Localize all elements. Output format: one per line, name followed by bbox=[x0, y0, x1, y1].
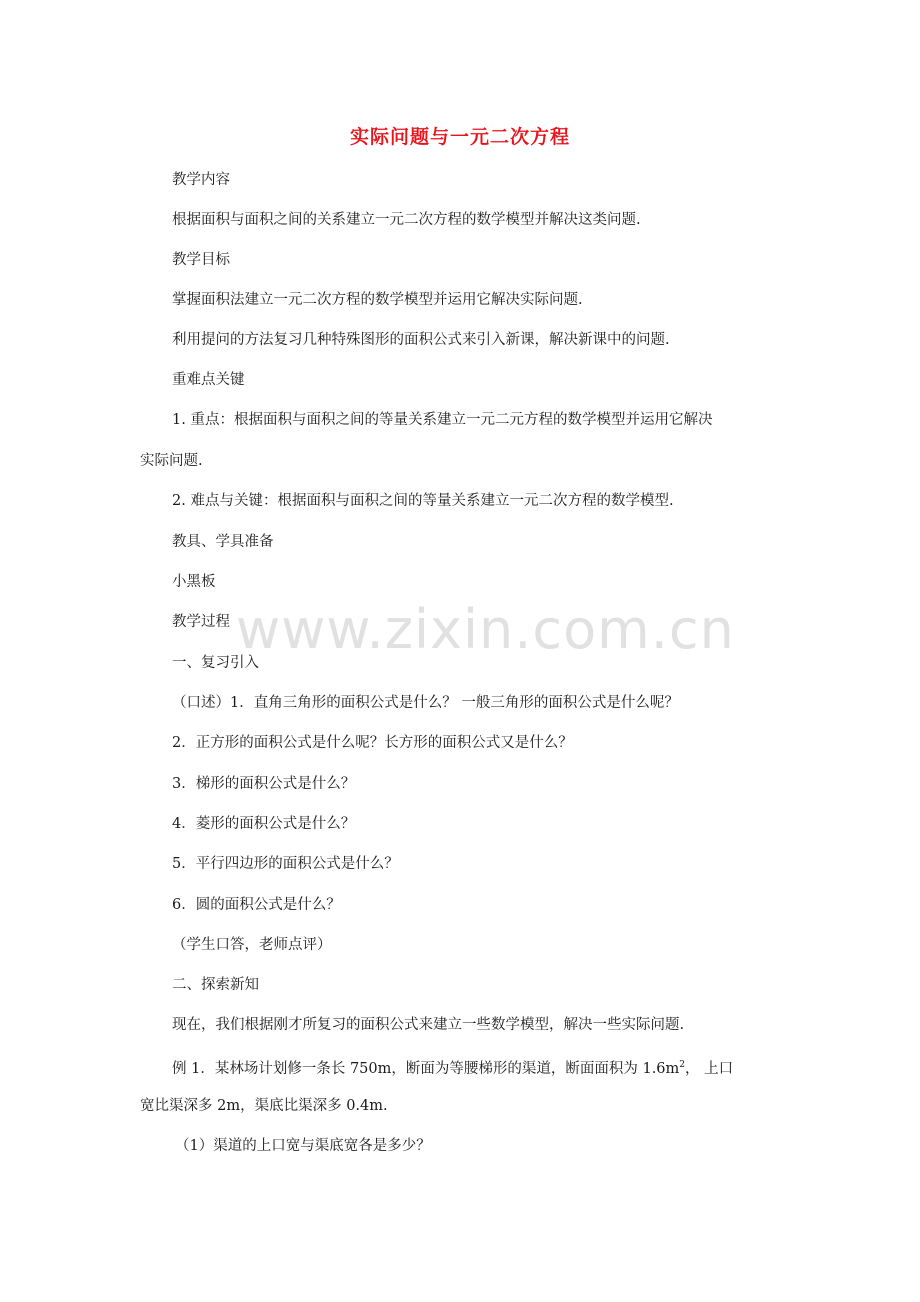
heading-review: 一、复习引入 bbox=[172, 655, 259, 671]
heading-key-points: 重难点关键 bbox=[172, 372, 245, 388]
example-1-text: 例 1．某林场计划修一条长 750m，断面为等腰梯形的渠道，断面面积为 1.6m bbox=[172, 1060, 680, 1077]
question-5: 5．平行四边形的面积公式是什么？ bbox=[172, 856, 399, 872]
heading-teaching-content: 教学内容 bbox=[172, 172, 230, 188]
example-1-tail: ， 上口 bbox=[685, 1060, 734, 1077]
paragraph-student-answer: （学生口答，老师点评） bbox=[172, 937, 332, 953]
question-4: 4．菱形的面积公式是什么？ bbox=[172, 816, 356, 832]
question-6: 6．圆的面积公式是什么？ bbox=[172, 897, 341, 913]
paragraph-intro: 现在，我们根据刚才所复习的面积公式来建立一些数学模型，解决一些实际问题. bbox=[172, 1017, 685, 1033]
paragraph-teaching-content: 根据面积与面积之间的关系建立一元二次方程的数学模型并解决这类问题. bbox=[172, 212, 641, 228]
superscript-2: 2 bbox=[679, 1060, 686, 1070]
question-3: 3．梯形的面积公式是什么？ bbox=[172, 776, 356, 792]
paragraph-goal-1: 掌握面积法建立一元二次方程的数学模型并运用它解决实际问题. bbox=[172, 292, 583, 308]
example-1-question-1: （1）渠道的上口宽与渠底宽各是多少？ bbox=[175, 1138, 431, 1154]
heading-teaching-process: 教学过程 bbox=[172, 614, 230, 630]
paragraph-teaching-aids: 小黑板 bbox=[172, 574, 216, 590]
example-1 bbox=[172, 1055, 733, 1079]
heading-teaching-aids: 教具、学具准备 bbox=[172, 534, 274, 550]
document-title: 实际问题与一元二次方程 bbox=[349, 126, 570, 148]
paragraph-goal-2: 利用提问的方法复习几种特殊图形的面积公式来引入新课，解决新课中的问题. bbox=[172, 332, 670, 348]
heading-explore: 二、探索新知 bbox=[172, 977, 259, 993]
watermark: www.zixin.com.cn bbox=[236, 598, 735, 661]
example-1-cont: 宽比渠深多 2m，渠底比渠深多 0.4m. bbox=[140, 1098, 388, 1114]
question-1: （口述）1．直角三角形的面积公式是什么？ 一般三角形的面积公式是什么呢？ bbox=[172, 695, 679, 711]
question-2: 2．正方形的面积公式是什么呢？长方形的面积公式又是什么？ bbox=[172, 735, 573, 751]
paragraph-key-point-2: 2. 难点与关键：根据面积与面积之间的等量关系建立一元二次方程的数学模型. bbox=[172, 493, 674, 509]
heading-teaching-goal: 教学目标 bbox=[172, 252, 230, 268]
paragraph-key-point-1-cont: 实际问题. bbox=[140, 453, 203, 469]
paragraph-key-point-1: 1. 重点：根据面积与面积之间的等量关系建立一元二元方程的数学模型并运用它解决 bbox=[172, 412, 713, 428]
